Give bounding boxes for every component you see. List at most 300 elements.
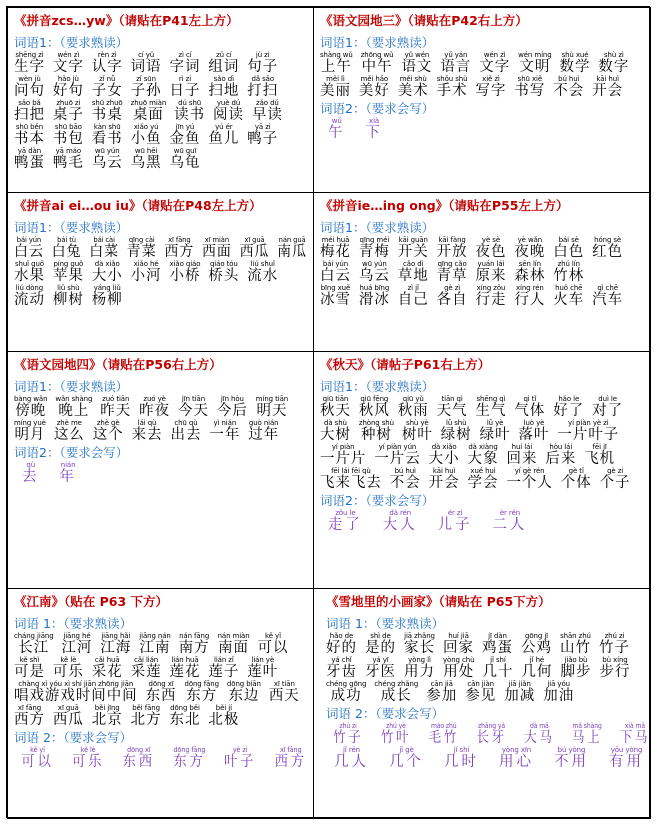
- hanzi: 鸭子: [247, 131, 279, 147]
- vocab-word: [441, 420, 472, 443]
- pinyin: dōng biān: [226, 680, 261, 688]
- pinyin: shǒu shù: [436, 75, 468, 83]
- pinyin: qiū fēng: [360, 395, 389, 403]
- vocab-word: [429, 444, 460, 467]
- hanzi: 美丽: [320, 83, 351, 99]
- vocab-word: [55, 396, 92, 419]
- hanzi: 书写: [514, 83, 546, 99]
- hanzi: 流动: [14, 292, 45, 308]
- vocab-word: [553, 285, 584, 308]
- card-title: 《语文园地三》（请贴在P42右上方）: [320, 13, 528, 28]
- hanzi: 鸭毛: [52, 155, 84, 171]
- word-row: [14, 420, 307, 443]
- pinyin: qiū tiān: [322, 395, 349, 403]
- word-row: [14, 746, 307, 770]
- hanzi: 夜晚: [514, 244, 546, 260]
- hanzi: 原来: [475, 268, 507, 284]
- write-word-list: [320, 118, 645, 141]
- pinyin: zhè gè: [96, 419, 120, 427]
- pinyin: qì chē: [597, 284, 618, 292]
- hanzi: 树叶: [401, 427, 433, 443]
- word-row: [14, 681, 307, 704]
- pinyin: kāi guān: [398, 236, 428, 244]
- vocab-word: [437, 285, 468, 308]
- vocab-word: [524, 723, 554, 746]
- pinyin: jiāng hǎi: [101, 632, 131, 640]
- pinyin: gè zì: [444, 284, 461, 292]
- pinyin: shū bāo: [54, 123, 82, 131]
- hanzi: 中午: [361, 59, 393, 75]
- hanzi: 儿子: [437, 517, 473, 533]
- vocab-word: [482, 657, 513, 680]
- vocab-word: [208, 657, 239, 680]
- pinyin: chū qù: [174, 419, 198, 427]
- write-word-list: [320, 510, 645, 533]
- word-row: [14, 148, 307, 171]
- write-words-label: 词语 2：（要求会写）: [326, 706, 445, 721]
- pinyin: yā zi: [254, 123, 271, 131]
- pinyin: mǎ shàng: [572, 722, 602, 730]
- vocab-word: [518, 52, 551, 75]
- vocab-word: [365, 118, 382, 141]
- vocab-word: [561, 468, 592, 491]
- vocab-word: [202, 237, 232, 260]
- pinyin: dōng běi: [170, 704, 200, 712]
- vocab-word: [443, 657, 474, 680]
- hanzi: 几人: [334, 754, 369, 770]
- pinyin: shēng qì: [476, 395, 506, 403]
- hanzi: 早读: [251, 107, 283, 123]
- vocab-word: [269, 681, 300, 704]
- hanzi: 采莲: [130, 664, 162, 680]
- pinyin: zǒu le: [335, 509, 356, 517]
- pinyin: xī fāng: [17, 704, 42, 712]
- vocab-word: [514, 76, 545, 99]
- hanzi: 竹林: [553, 268, 585, 284]
- vocab-word: [54, 420, 85, 443]
- hanzi: 西天: [268, 688, 300, 704]
- vocab-word: [208, 76, 239, 99]
- vocab-word: [92, 148, 123, 171]
- hanzi: 成功: [330, 688, 362, 704]
- pinyin: jǐ hé: [529, 656, 545, 664]
- vocab-word: [398, 396, 429, 419]
- hanzi: 昨天: [100, 403, 132, 419]
- vocab-word: [131, 148, 162, 171]
- hanzi: 秋雨: [397, 403, 429, 419]
- pinyin: jīn hòu: [220, 395, 244, 403]
- vocab-word: [132, 420, 163, 443]
- vocab-word: [227, 681, 261, 704]
- pinyin: dōng fāng: [184, 680, 219, 688]
- hanzi: 长江: [18, 640, 50, 656]
- hanzi: 一个人: [506, 475, 553, 491]
- hanzi: 开会: [592, 83, 624, 99]
- pinyin: míng tiān: [255, 395, 289, 403]
- write-word-list: [14, 462, 308, 485]
- vocab-word: [437, 76, 468, 99]
- pinyin: bái tù: [57, 236, 76, 244]
- hanzi: 秋天: [320, 403, 351, 419]
- hanzi: 手术: [436, 83, 468, 99]
- hanzi: 书包: [52, 131, 84, 147]
- pinyin: xī guā: [244, 236, 265, 244]
- pinyin: rèn zì: [97, 51, 117, 59]
- pinyin: xià: [369, 117, 380, 125]
- pinyin: hǎo le: [558, 395, 580, 403]
- vocab-word: [543, 681, 574, 704]
- vocab-word: [123, 747, 155, 770]
- hanzi: 竹子: [599, 640, 630, 656]
- pinyin: cháng jiāng: [14, 632, 54, 640]
- vocab-word: [61, 633, 92, 656]
- hanzi: 来去: [131, 427, 163, 443]
- hanzi: 流水: [247, 268, 279, 284]
- hanzi: 不会: [553, 83, 585, 99]
- vocab-word: [173, 747, 205, 770]
- vocab-word: [553, 261, 584, 284]
- hanzi: 种树: [360, 427, 392, 443]
- vocab-word: [557, 420, 619, 443]
- word-row: [14, 462, 307, 485]
- pinyin: dà shù: [324, 419, 347, 427]
- hanzi: 气体: [514, 403, 546, 419]
- read-words-label: 词语1：（要求熟读）: [320, 379, 435, 394]
- hanzi: 开关: [397, 244, 429, 260]
- pinyin: zì jǐ: [407, 284, 419, 292]
- vocab-word: [506, 444, 537, 467]
- hanzi: 参加: [426, 688, 458, 704]
- vocab-word: [514, 261, 545, 284]
- vocab-word: [465, 681, 496, 704]
- vocab-word: [170, 76, 201, 99]
- pinyin: yuè dú: [216, 99, 241, 107]
- hanzi: 红色: [592, 244, 624, 260]
- vocab-word: [247, 124, 278, 147]
- vocab-word: [599, 633, 630, 656]
- vocab-word: [53, 285, 84, 308]
- hanzi: 不用: [554, 754, 589, 770]
- hanzi: 个体: [560, 475, 592, 491]
- vocab-word: [52, 237, 82, 260]
- vocab-word: [480, 420, 511, 443]
- vocab-word: [92, 705, 123, 728]
- pinyin: xī fāng: [168, 236, 191, 244]
- vocab-word: [553, 76, 584, 99]
- hanzi: 桌子: [52, 107, 84, 123]
- hanzi: 天气: [436, 403, 468, 419]
- vocab-word: [170, 420, 201, 443]
- hanzi: 金鱼: [169, 131, 201, 147]
- word-row: [326, 722, 651, 746]
- hanzi: 莲子: [208, 664, 240, 680]
- pinyin: zǐ nǚ: [99, 75, 116, 83]
- pinyin: shū xiě: [517, 75, 543, 83]
- hanzi: 飞机: [584, 451, 616, 467]
- word-row: [326, 633, 645, 656]
- vocab-word: [359, 76, 390, 99]
- pinyin: zǐ sūn: [136, 75, 156, 83]
- pinyin: dǎ sǎo: [251, 75, 274, 83]
- hanzi: 语文: [401, 59, 433, 75]
- hanzi: 参见: [465, 688, 497, 704]
- hanzi: 莲叶: [247, 664, 279, 680]
- hanzi: 脚步: [560, 664, 592, 680]
- write-word-list: [14, 747, 308, 770]
- pinyin: yì nián: [213, 419, 237, 427]
- pinyin: kě lè: [80, 746, 96, 754]
- vocab-word: [320, 285, 351, 308]
- pinyin: lián zǐ: [214, 656, 234, 664]
- hanzi: 写字: [475, 83, 507, 99]
- pinyin: yǒu yòng: [610, 746, 643, 754]
- card-title: 《秋天》（请帖子P61右上方）: [320, 357, 491, 372]
- pinyin: qiáo tóu: [209, 260, 238, 268]
- vocab-word: [208, 705, 239, 728]
- hanzi: 牙医: [365, 664, 396, 680]
- word-row: [320, 76, 644, 99]
- hanzi: 后来: [545, 451, 577, 467]
- vocab-word: [328, 510, 363, 533]
- pinyin: kàn shū: [93, 123, 121, 131]
- hanzi: 北极: [208, 712, 240, 728]
- pinyin: rì zi: [178, 75, 192, 83]
- hanzi: 美好: [358, 83, 390, 99]
- pinyin: hǎo jù: [57, 75, 79, 83]
- hanzi: 是的: [365, 640, 396, 656]
- pinyin: qīng cǎo: [437, 260, 467, 268]
- hanzi: 杨柳: [91, 292, 123, 308]
- pinyin: kě yǐ: [30, 746, 45, 754]
- hanzi: 学会: [467, 475, 499, 491]
- vocab-word: [92, 285, 123, 308]
- pinyin: kāi fàng: [438, 236, 466, 244]
- word-row: [14, 396, 307, 419]
- vocab-word: [437, 261, 468, 284]
- pinyin: wǎn shàng: [55, 395, 93, 403]
- hanzi: 上午: [320, 59, 352, 75]
- hanzi: 几个: [389, 754, 424, 770]
- pinyin: gè zi: [607, 467, 624, 475]
- pinyin: jiāng hé: [63, 632, 91, 640]
- card-jiangnan: [7, 588, 314, 819]
- vocab-word: [359, 396, 390, 419]
- word-row: [320, 237, 644, 260]
- pinyin: zhú lín: [557, 260, 580, 268]
- hanzi: 生字: [14, 59, 45, 75]
- vocab-word: [240, 237, 270, 260]
- pinyin: huí lái: [511, 443, 533, 451]
- vocab-word: [443, 633, 474, 656]
- read-word-list: [326, 633, 645, 704]
- read-words-label: 词语1：（要求熟读）: [14, 220, 129, 235]
- hanzi: 青梅: [358, 244, 390, 260]
- hanzi: 看书: [91, 131, 123, 147]
- pinyin: cǎi lián: [134, 656, 159, 664]
- vocab-word: [14, 237, 44, 260]
- vocab-word: [599, 657, 630, 680]
- read-word-list: [320, 396, 645, 491]
- write-words-label: 词语2：（要求会写）: [320, 101, 435, 116]
- vocab-word: [131, 261, 162, 284]
- vocab-word: [14, 285, 45, 308]
- hanzi: 白兔: [51, 244, 82, 260]
- hanzi: 几十: [482, 664, 514, 680]
- hanzi: 一年: [209, 427, 241, 443]
- pinyin: èr rén: [499, 509, 521, 517]
- vocab-word: [334, 747, 369, 770]
- pinyin: jiā zhǎng: [404, 632, 435, 640]
- hanzi: 二人: [492, 517, 528, 533]
- hanzi: 开会: [428, 475, 460, 491]
- pinyin: qù: [26, 461, 36, 469]
- hanzi: 乌云: [358, 268, 390, 284]
- hanzi: 叶子: [223, 754, 257, 770]
- hanzi: 南面: [218, 640, 250, 656]
- vocab-word: [437, 396, 468, 419]
- pinyin: liú dòng: [15, 284, 44, 292]
- vocab-word: [600, 468, 631, 491]
- hanzi: 昨夜: [139, 403, 171, 419]
- vocab-word: [14, 76, 45, 99]
- vocab-word: [170, 124, 201, 147]
- hanzi: 自己: [397, 292, 429, 308]
- vocab-word: [514, 396, 545, 419]
- vocab-word: [14, 705, 45, 728]
- vocab-word: [53, 100, 84, 123]
- hanzi: 马上: [571, 730, 603, 746]
- hanzi: 草地: [397, 268, 429, 284]
- pinyin: dà xiǎo: [431, 443, 457, 451]
- vocab-word: [320, 444, 366, 467]
- hanzi: 采花: [91, 664, 123, 680]
- hanzi: 鸡蛋: [482, 640, 513, 656]
- hanzi: 秋风: [358, 403, 390, 419]
- pinyin: yè zi: [232, 746, 248, 754]
- card-title: 《江南》（贴在 P63 下方）: [14, 594, 169, 609]
- hanzi: 长牙: [476, 730, 507, 746]
- hanzi: 个子: [599, 475, 631, 491]
- vocab-word: [14, 148, 45, 171]
- pinyin: kāi huì: [596, 75, 619, 83]
- hanzi: 阅读: [213, 107, 244, 123]
- hanzi: 数字: [598, 59, 630, 75]
- word-row: [14, 705, 307, 728]
- vocab-word: [53, 657, 84, 680]
- hanzi: 鸭蛋: [14, 155, 45, 171]
- pinyin: dà xiàng: [468, 443, 498, 451]
- vocab-word: [248, 420, 279, 443]
- vocab-word: [59, 462, 76, 485]
- hanzi: 小桥: [169, 268, 201, 284]
- pinyin: zhú zi: [339, 722, 357, 730]
- hanzi: 西瓜: [239, 244, 270, 260]
- vocab-word: [383, 510, 418, 533]
- vocab-word: [374, 444, 420, 467]
- hanzi: 下马: [619, 730, 651, 746]
- pinyin: lǜ shù: [445, 419, 467, 427]
- vocab-word: [184, 681, 218, 704]
- vocab-word: [72, 747, 104, 770]
- pinyin: bái yún: [16, 236, 42, 244]
- pinyin: wū yún: [94, 147, 120, 155]
- pinyin: huá bīng: [359, 284, 390, 292]
- pinyin: zhú yè: [386, 722, 406, 730]
- pinyin: jǐ rén: [343, 746, 360, 754]
- pinyin: shàng wǔ: [320, 51, 353, 59]
- pinyin: shān zhú: [560, 632, 591, 640]
- pinyin: jǐ gè: [399, 746, 414, 754]
- vocab-word: [398, 237, 429, 260]
- vocab-word: [476, 723, 506, 746]
- vocab-word: [560, 633, 591, 656]
- vocab-word: [53, 76, 84, 99]
- hanzi: 绿树: [440, 427, 472, 443]
- vocab-word: [506, 468, 552, 491]
- vocab-word: [218, 633, 250, 656]
- pinyin: yòng lì: [408, 656, 431, 664]
- hanzi: 美术: [397, 83, 429, 99]
- hanzi: 落叶: [518, 427, 550, 443]
- word-row: [14, 633, 307, 656]
- hanzi: 用心: [499, 754, 534, 770]
- vocab-word: [170, 705, 201, 728]
- pinyin: kě shì: [19, 656, 40, 664]
- vocab-word: [438, 510, 473, 533]
- vocab-word: [545, 444, 576, 467]
- vocab-word: [53, 705, 84, 728]
- pinyin: yú ér: [215, 123, 233, 131]
- hanzi: 西面: [201, 244, 232, 260]
- vocab-word: [247, 52, 278, 75]
- vocab-word: [92, 124, 123, 147]
- pinyin: yí piàn yè zi: [568, 419, 609, 427]
- pinyin: gōng jī: [524, 632, 549, 640]
- hanzi: 加油: [543, 688, 575, 704]
- hanzi: 晚上: [58, 403, 90, 419]
- vocab-word: [553, 237, 584, 260]
- pinyin: shù zì: [604, 51, 624, 59]
- hanzi: 桌面: [132, 107, 164, 123]
- hanzi: 文字: [479, 59, 511, 75]
- hanzi: 回家: [443, 640, 474, 656]
- pinyin: xíng zǒu: [476, 284, 506, 292]
- pinyin: jiǎo bù: [564, 656, 588, 664]
- card-pinyin-ie-ing-ong: [313, 192, 651, 352]
- read-word-list: [14, 396, 308, 443]
- pinyin: bàng wǎn: [14, 395, 48, 403]
- hanzi: 生气: [475, 403, 507, 419]
- pinyin: nán miàn: [217, 632, 250, 640]
- pinyin: lián huā: [171, 656, 199, 664]
- pinyin: běi jí: [215, 704, 232, 712]
- write-words-label: 词语 2：（要求会写）: [14, 730, 133, 745]
- pinyin: yuán lái: [477, 260, 505, 268]
- word-row: [14, 76, 307, 99]
- vocab-word: [100, 396, 131, 419]
- pinyin: měi lì: [326, 75, 345, 83]
- read-words-label: 词语 1：（要求熟读）: [14, 616, 133, 631]
- hanzi: 乌黑: [130, 155, 162, 171]
- vocab-word: [179, 633, 210, 656]
- pinyin: wén zì: [57, 51, 80, 59]
- hanzi: 明月: [14, 427, 46, 443]
- hanzi: 今后: [216, 403, 248, 419]
- write-word-list: [326, 722, 651, 770]
- vocab-word: [14, 124, 45, 147]
- vocab-word: [92, 261, 123, 284]
- hanzi: 可乐: [52, 664, 84, 680]
